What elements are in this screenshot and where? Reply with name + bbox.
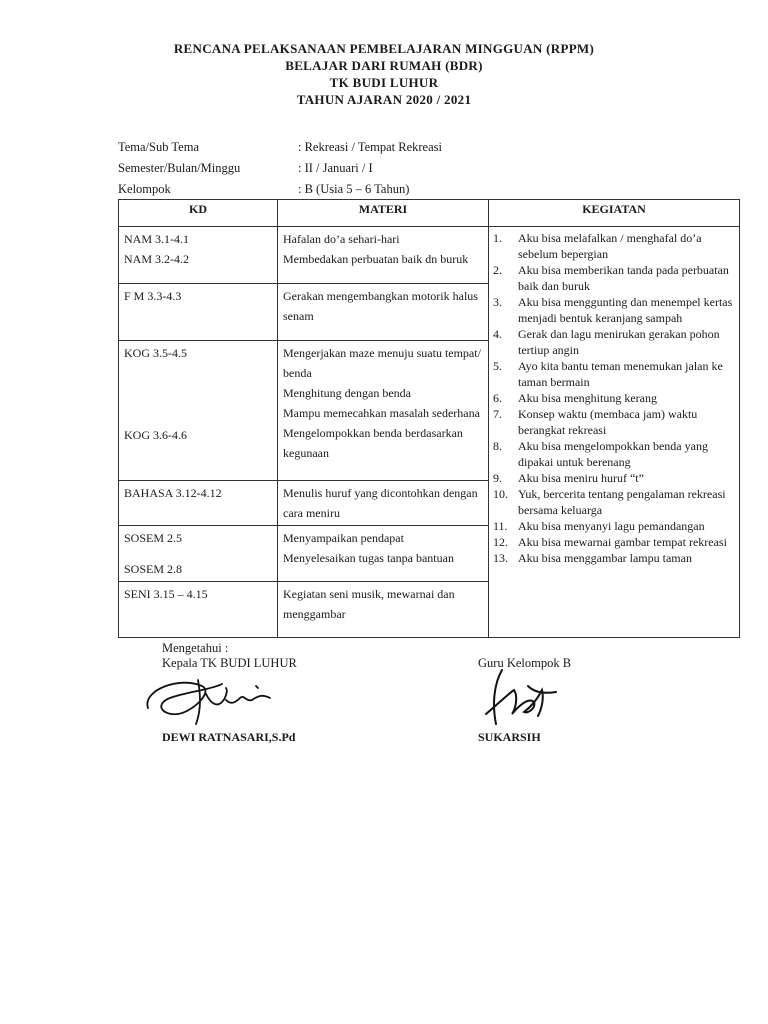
principal-name: DEWI RATNASARI,S.Pd bbox=[162, 730, 296, 744]
item-text: Aku bisa menggambar lampu taman bbox=[518, 551, 692, 565]
list-item bbox=[493, 470, 735, 486]
item-text: Aku bisa menyanyi lagu pemandangan bbox=[518, 519, 705, 533]
materi-cell bbox=[278, 526, 489, 582]
list-item bbox=[493, 534, 735, 550]
item-number: 4. bbox=[493, 327, 502, 341]
principal-signature-image bbox=[140, 668, 290, 730]
item-text: Aku bisa meniru huruf “t” bbox=[518, 471, 644, 485]
materi-text: Membedakan perbuatan baik dn buruk bbox=[283, 252, 469, 266]
materi-text: Mengerjakan maze menuju suatu tempat/ benda bbox=[283, 346, 481, 380]
list-item bbox=[493, 390, 735, 406]
kd-cell bbox=[119, 227, 278, 284]
header-kegiatan: KEGIATAN bbox=[489, 200, 740, 227]
kd-cell bbox=[119, 284, 278, 341]
materi-text: Hafalan do’a sehari-hari bbox=[283, 232, 400, 246]
materi-cell bbox=[278, 284, 489, 341]
kd-cell bbox=[119, 481, 278, 526]
materi-text: Menyelesaikan tugas tanpa bantuan bbox=[283, 551, 454, 565]
item-text: Gerak dan lagu menirukan gerakan pohon tertiup angin bbox=[518, 327, 720, 357]
item-text: Aku bisa menghitung kerang bbox=[518, 391, 657, 405]
materi-text: Kegiatan seni musik, mewarnai dan menggambar bbox=[283, 587, 455, 621]
kd-cell bbox=[119, 341, 278, 481]
item-text: Ayo kita bantu teman menemukan jalan ke taman bermain bbox=[518, 359, 723, 389]
list-item bbox=[493, 358, 735, 390]
materi-text: Menulis huruf yang dicontohkan dengan cara meniru bbox=[283, 486, 478, 520]
kd-cell bbox=[119, 582, 278, 638]
list-item bbox=[493, 438, 735, 470]
title-line-4: TAHUN AJARAN 2020 / 2021 bbox=[296, 92, 472, 107]
title-line-2: BELAJAR DARI RUMAH (BDR) bbox=[285, 58, 483, 73]
info-row-semester bbox=[118, 158, 442, 179]
principal-title: Kepala TK BUDI LUHUR bbox=[162, 656, 297, 670]
list-item bbox=[493, 550, 735, 566]
materi-cell bbox=[278, 481, 489, 526]
list-item bbox=[493, 230, 735, 262]
kd-code: BAHASA 3.12-4.12 bbox=[124, 486, 222, 500]
teacher-title: Guru Kelompok B bbox=[478, 656, 572, 670]
kd-cell bbox=[119, 526, 278, 582]
header-kd: KD bbox=[119, 200, 278, 227]
header-materi: MATERI bbox=[278, 200, 489, 227]
info-label: Tema/Sub Tema bbox=[118, 140, 199, 154]
item-number: 5. bbox=[493, 359, 502, 373]
kd-code: KOG 3.5-4.5 bbox=[124, 346, 187, 360]
info-block bbox=[118, 137, 442, 200]
item-number: 2. bbox=[493, 263, 502, 277]
item-text: Konsep waktu (membaca jam) waktu berangkat rekreasi bbox=[518, 407, 698, 437]
title-line-3: TK BUDI LUHUR bbox=[329, 75, 439, 90]
kd-code: SENI 3.15 – 4.15 bbox=[124, 587, 208, 601]
teacher-name: SUKARSIH bbox=[478, 730, 541, 744]
table-row bbox=[119, 227, 740, 284]
list-item bbox=[493, 294, 735, 326]
item-number: 7. bbox=[493, 407, 502, 421]
kd-code: KOG 3.6-4.6 bbox=[124, 428, 187, 442]
materi-text: Mampu memecahkan masalah sederhana bbox=[283, 406, 480, 420]
item-text: Yuk, bercerita tentang pengalaman rekreasi bersama keluarga bbox=[518, 487, 726, 517]
teacher-signature-image bbox=[472, 664, 562, 730]
item-number: 8. bbox=[493, 439, 502, 453]
materi-cell bbox=[278, 341, 489, 481]
document-header bbox=[0, 40, 768, 108]
info-row-group bbox=[118, 179, 442, 200]
list-item bbox=[493, 518, 735, 534]
materi-text: Menghitung dengan benda bbox=[283, 386, 411, 400]
list-item bbox=[493, 486, 735, 518]
info-row-theme bbox=[118, 137, 442, 158]
materi-cell bbox=[278, 227, 489, 284]
item-number: 12. bbox=[493, 535, 508, 549]
info-value: : B (Usia 5 – 6 Tahun) bbox=[298, 182, 410, 196]
kd-code: SOSEM 2.8 bbox=[124, 562, 183, 576]
item-number: 11. bbox=[493, 519, 508, 533]
rppm-table bbox=[118, 199, 740, 638]
materi-text: Gerakan mengembangkan motorik halus senam bbox=[283, 289, 478, 323]
acknowledge-label: Mengetahui : bbox=[162, 641, 229, 655]
left-signature-block bbox=[162, 641, 297, 671]
info-label: Kelompok bbox=[118, 182, 171, 196]
info-label: Semester/Bulan/Minggu bbox=[118, 161, 241, 175]
item-text: Aku bisa mengelompokkan benda yang dipakai untuk berenang bbox=[518, 439, 708, 469]
info-value: : Rekreasi / Tempat Rekreasi bbox=[298, 140, 442, 154]
materi-text: Menyampaikan pendapat bbox=[283, 531, 404, 545]
item-number: 1. bbox=[493, 231, 502, 245]
kegiatan-cell bbox=[489, 227, 740, 638]
item-text: Aku bisa memberikan tanda pada perbuatan baik dan buruk bbox=[518, 263, 729, 293]
item-text: Aku bisa melafalkan / menghafal do’a sebelum bepergian bbox=[518, 231, 702, 261]
kd-code: F M 3.3-4.3 bbox=[124, 289, 182, 303]
kd-code: NAM 3.2-4.2 bbox=[124, 252, 189, 266]
materi-cell bbox=[278, 582, 489, 638]
item-number: 3. bbox=[493, 295, 502, 309]
item-number: 9. bbox=[493, 471, 502, 485]
list-item bbox=[493, 406, 735, 438]
title-line-1: RENCANA PELAKSANAAN PEMBELAJARAN MINGGUAN (RPPM) bbox=[173, 41, 595, 56]
kd-code: NAM 3.1-4.1 bbox=[124, 232, 189, 246]
list-item bbox=[493, 326, 735, 358]
list-item bbox=[493, 262, 735, 294]
materi-text: Mengelompokkan benda berdasarkan kegunaan bbox=[283, 426, 463, 460]
item-text: Aku bisa mewarnai gambar tempat rekreasi bbox=[518, 535, 727, 549]
table-header-row bbox=[119, 200, 740, 227]
item-number: 10. bbox=[493, 487, 508, 501]
item-text: Aku bisa menggunting dan menempel kertas menjadi bentuk keranjang sampah bbox=[518, 295, 733, 325]
info-value: : II / Januari / I bbox=[298, 161, 373, 175]
kd-code: SOSEM 2.5 bbox=[124, 531, 183, 545]
item-number: 13. bbox=[493, 551, 508, 565]
item-number: 6. bbox=[493, 391, 502, 405]
kegiatan-list bbox=[493, 230, 735, 566]
